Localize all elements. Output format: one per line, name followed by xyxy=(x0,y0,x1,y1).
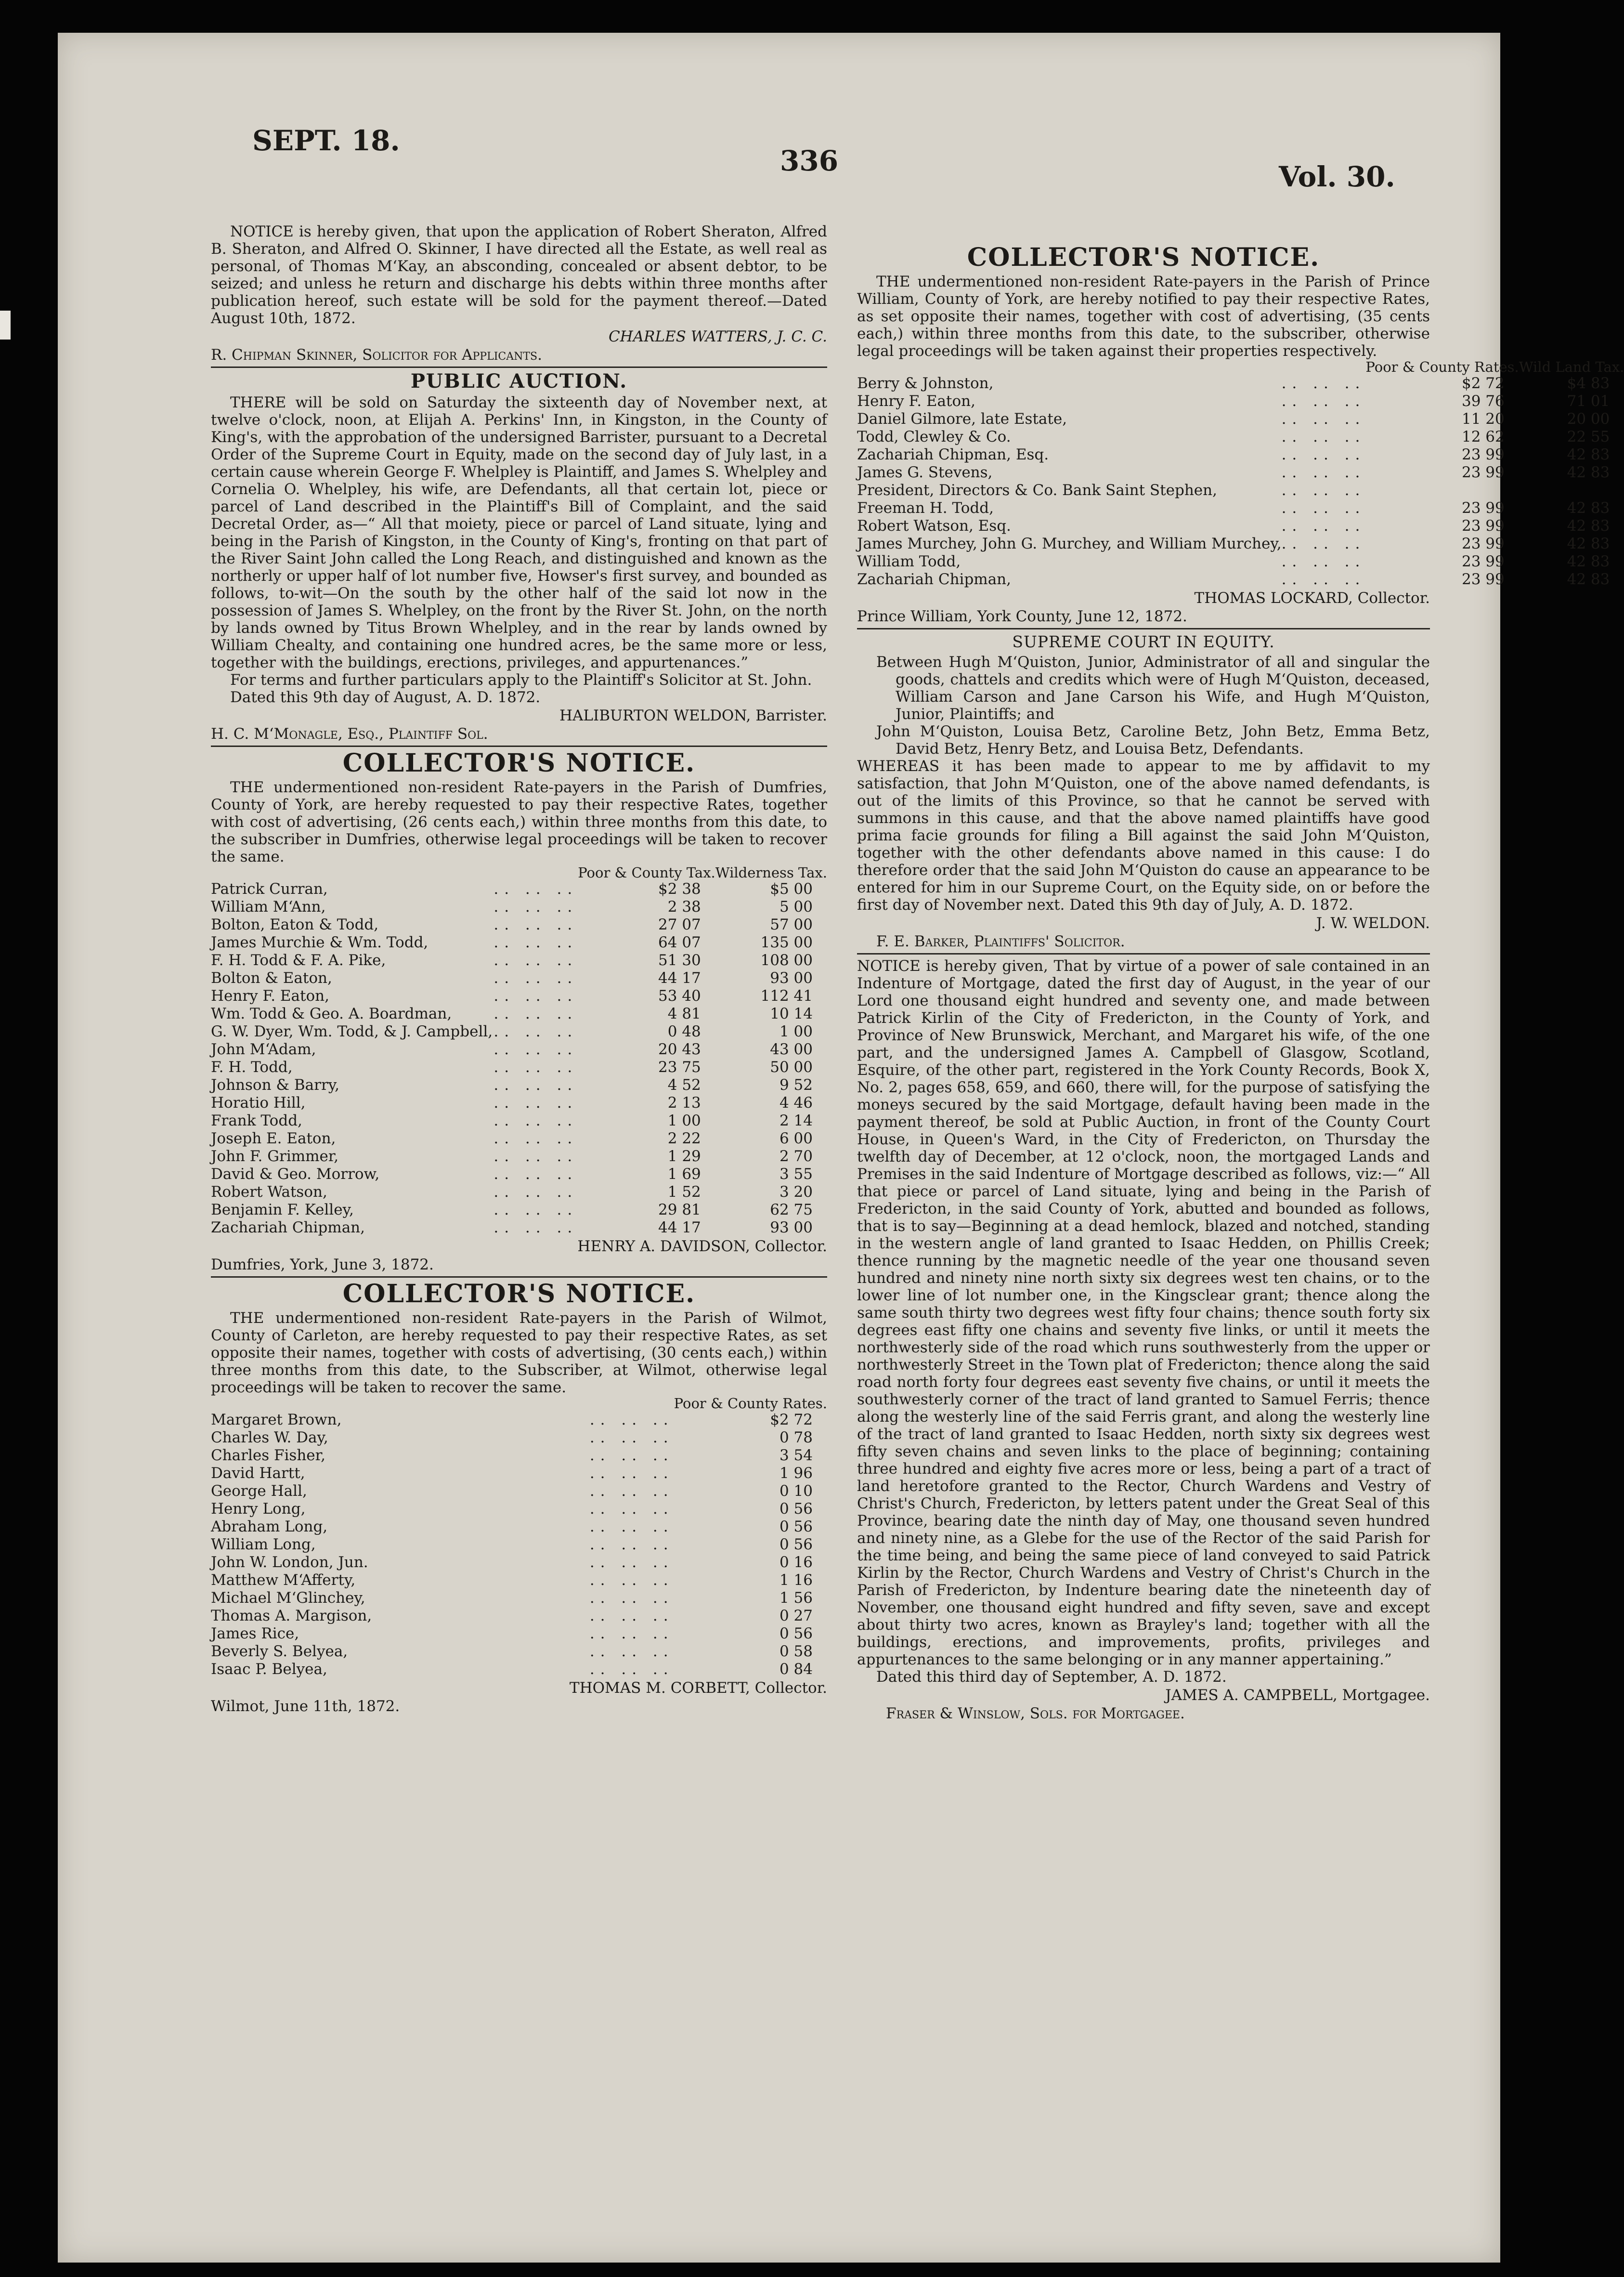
leader-dots: .. .. .. xyxy=(494,1094,578,1112)
leader-dots: .. .. .. xyxy=(589,1500,674,1518)
tax-amount: 2 70 xyxy=(779,1148,813,1165)
prince-william-rates-table xyxy=(857,360,1624,589)
table-row xyxy=(211,916,827,934)
leader-dots: .. .. .. xyxy=(494,1076,578,1094)
ratepayer-name: Zachariah Chipman, xyxy=(211,1219,365,1236)
ratepayer-name: F. H. Todd, xyxy=(211,1059,293,1076)
table-row xyxy=(211,987,827,1005)
leader-dots: .. .. .. xyxy=(589,1536,674,1553)
notice-signature: CHARLES WATTERS, J. C. C. xyxy=(608,328,827,345)
leader-dots: .. .. .. xyxy=(589,1554,674,1571)
pw-col1-header: Poor & County Rates. xyxy=(1365,359,1519,375)
ratepayer-name: Bolton, Eaton & Todd, xyxy=(211,916,379,933)
wilmot-signature: THOMAS M. CORBETT, Collector. xyxy=(569,1679,827,1697)
leader-dots: .. .. .. xyxy=(1281,553,1366,570)
ratepayer-name: Robert Watson, Esq. xyxy=(857,517,1011,535)
table-row xyxy=(211,1465,827,1482)
page-number: 336 xyxy=(780,144,839,177)
leader-dots: .. .. .. xyxy=(589,1643,674,1660)
table-row xyxy=(211,1112,827,1130)
rate-amount: 4 81 xyxy=(667,1005,701,1022)
leader-dots: .. .. .. xyxy=(589,1625,674,1642)
column-rule xyxy=(211,1276,827,1278)
ratepayer-name: G. W. Dyer, Wm. Todd, & J. Campbell, xyxy=(211,1023,493,1040)
table-row xyxy=(211,1589,827,1607)
table-row xyxy=(857,428,1624,446)
tax-amount: 42 83 xyxy=(1567,464,1610,481)
column-rule xyxy=(211,366,827,368)
ratepayer-name: Isaac P. Belyea, xyxy=(211,1661,327,1678)
ratepayer-name: John F. Grimmer, xyxy=(211,1148,339,1165)
rate-amount: 0 16 xyxy=(779,1554,813,1571)
ratepayer-name: Johnson & Barry, xyxy=(211,1076,340,1094)
tax-amount: 2 14 xyxy=(779,1112,813,1129)
ratepayer-name: Thomas A. Margison, xyxy=(211,1607,372,1624)
table-row xyxy=(211,1571,827,1589)
leader-dots: .. .. .. xyxy=(494,1112,578,1129)
equity-defendants: John M‘Quiston, Louisa Betz, Caroline Betz, John Betz, Emma Betz, David Betz, Henry Betz, and Louisa Betz, Defendants. xyxy=(876,723,1430,758)
tax-amount: 42 83 xyxy=(1567,571,1610,588)
auction-body: THERE will be sold on Saturday the sixteenth day of November next, at twelve o'clock, noon, at Elijah A. Perkins' Inn, in Kingston, in the County of King's, with the approbation of the undersigned Barrister, pursuant to a Decretal Order of the Supreme Court in Equity, made on the second day of July last, in a certain cause wherein George F. Whelpley is Plaintiff, and James S. Whelpley and Cornelia O. Whelpley, his wife, are Defendants, all that certain lot, piece or parcel of Land described in the Plaintiff's Bill of Complaint, and the said Decretal Order, as—“ All that moiety, piece or parcel of Land situate, lying and being in the Parish of Kingston, in the County of King's, fronting on that part of the River Saint John called the Long Reach, and distinguished and known as the northerly or upper half of lot number five, Howser's first survey, and bounded as follows, to-wit—On the south by the other half of the said lot now in the possession of James S. Whelpley, on the front by the River St. John, on the north by lands owned by Titus Brown Whelpley, and in the rear by lands owned by William Chealty, and containing one hundred acres, be the same more or less, together with the buildings, erections, privileges, and appurtenances.” xyxy=(211,394,827,671)
ratepayer-name: Patrick Curran, xyxy=(211,880,328,898)
table-row xyxy=(211,1411,827,1429)
rate-amount: 1 69 xyxy=(667,1165,701,1183)
ratepayer-name: Todd, Clewley & Co. xyxy=(857,428,1011,445)
ratepayer-name: Daniel Gilmore, late Estate, xyxy=(857,410,1067,428)
dumfries-rates-table xyxy=(211,865,827,1237)
rate-amount: 3 54 xyxy=(779,1447,813,1464)
tax-amount: 93 00 xyxy=(770,1219,813,1236)
table-row xyxy=(211,1554,827,1571)
rate-amount: 44 17 xyxy=(658,1219,701,1236)
dumfries-collector-notice xyxy=(211,750,827,1273)
tax-amount: 43 00 xyxy=(770,1041,813,1058)
rate-amount: 1 00 xyxy=(667,1112,701,1129)
leader-dots: .. .. .. xyxy=(494,1148,578,1165)
tax-amount: $5 00 xyxy=(770,880,813,898)
ratepayer-name: Robert Watson, xyxy=(211,1183,327,1201)
tax-amount: 20 00 xyxy=(1567,410,1610,428)
ratepayer-name: Zachariah Chipman, Esq. xyxy=(857,446,1049,463)
rate-amount: 2 38 xyxy=(667,898,701,916)
mortgage-sale-notice xyxy=(857,957,1430,1722)
rate-amount: 23 99 xyxy=(1462,553,1505,570)
rate-amount: 0 56 xyxy=(779,1625,813,1642)
pw-signature: THOMAS LOCKARD, Collector. xyxy=(1194,589,1430,607)
table-row xyxy=(211,1201,827,1219)
rate-amount: 0 56 xyxy=(779,1536,813,1553)
table-row xyxy=(211,1005,827,1023)
table-row xyxy=(211,1059,827,1076)
equity-title: SUPREME COURT IN EQUITY. xyxy=(1012,632,1275,651)
tax-amount: 62 75 xyxy=(770,1201,813,1218)
tax-amount: 10 14 xyxy=(770,1005,813,1022)
dumfries-title: COLLECTOR'S NOTICE. xyxy=(342,748,696,778)
dumfries-place: Dumfries, York, June 3, 1872. xyxy=(211,1256,434,1273)
leader-dots: .. .. .. xyxy=(589,1411,674,1428)
tax-amount: 9 52 xyxy=(779,1076,813,1094)
table-row xyxy=(857,446,1624,464)
equity-signature: J. W. WELDON. xyxy=(1316,915,1430,932)
table-row xyxy=(857,535,1624,553)
notice-solicitor: R. Chipman Skinner, Solicitor for Applicants. xyxy=(211,346,542,364)
tax-amount: 4 46 xyxy=(779,1094,813,1112)
equity-solicitor: F. E. Barker, Plaintiffs' Solicitor. xyxy=(876,933,1125,950)
absconding-debtor-notice xyxy=(211,223,827,364)
tax-amount: 50 00 xyxy=(770,1059,813,1076)
volume-number: Vol. 30. xyxy=(1279,160,1395,193)
table-row xyxy=(211,1429,827,1447)
equity-body: WHEREAS it has been made to appear to me by affidavit to my satisfaction, that John M‘Quiston, one of the above named defendants, is out of the limits of this Province, so that he cannot be served with summons in this cause, and that the above named plaintiffs have good prima facie grounds for filing a Bill against the said John M‘Quiston, together with the other defendants above named in this cause: I do therefore order that the said John M‘Quiston do cause an appearance to be entered for him in our Supreme Court, on the Equity side, on or before the first day of November next. Dated this 9th day of July, A. D. 1872. xyxy=(857,758,1430,914)
rate-amount: 1 52 xyxy=(667,1183,701,1201)
ratepayer-name: James G. Stevens, xyxy=(857,464,993,481)
leader-dots: .. .. .. xyxy=(494,1219,578,1236)
rate-amount: 1 96 xyxy=(779,1465,813,1482)
leader-dots: .. .. .. xyxy=(589,1429,674,1446)
ratepayer-name: George Hall, xyxy=(211,1482,307,1500)
table-row xyxy=(211,1094,827,1112)
tax-amount: 42 83 xyxy=(1567,517,1610,535)
rate-amount: 23 75 xyxy=(658,1059,701,1076)
rate-amount: $2 72 xyxy=(770,1411,813,1428)
rate-amount: 23 99 xyxy=(1462,499,1505,517)
prince-william-title: COLLECTOR'S NOTICE. xyxy=(967,243,1320,272)
leader-dots: .. .. .. xyxy=(1281,571,1366,588)
ratepayer-name: Zachariah Chipman, xyxy=(857,571,1012,588)
ratepayer-name: Margaret Brown, xyxy=(211,1411,342,1428)
table-row xyxy=(211,1219,827,1237)
ratepayer-name: James Murchie & Wm. Todd, xyxy=(211,934,429,951)
dumfries-body: THE undermentioned non-resident Rate-payers in the Parish of Dumfries, County of York, are hereby requested to pay their respective Rates, together with cost of advertising, (26 cents each,) within three months from this date, to the subscriber in Dumfries, otherwise legal proceedings will be taken to recover the same. xyxy=(211,779,827,865)
leader-dots: .. .. .. xyxy=(589,1518,674,1535)
auction-dated: Dated this 9th day of August, A. D. 1872. xyxy=(230,689,541,706)
wilmot-collector-notice xyxy=(211,1281,827,1715)
ratepayer-name: Freeman H. Todd, xyxy=(857,499,994,517)
ratepayer-name: F. H. Todd & F. A. Pike, xyxy=(211,952,386,969)
ratepayer-name: Matthew M‘Afferty, xyxy=(211,1571,356,1589)
table-row xyxy=(211,1183,827,1201)
ratepayer-name: James Rice, xyxy=(211,1625,299,1642)
rate-amount: 12 62 xyxy=(1462,428,1505,445)
public-auction-notice xyxy=(211,371,827,743)
tax-amount xyxy=(1519,482,1624,499)
table-row xyxy=(211,1625,827,1643)
rate-amount: 44 17 xyxy=(658,969,701,987)
rate-amount: 11 20 xyxy=(1462,410,1505,428)
tax-amount: 1 00 xyxy=(779,1023,813,1040)
ratepayer-name: Wm. Todd & Geo. A. Boardman, xyxy=(211,1005,452,1022)
table-row xyxy=(211,1500,827,1518)
table-row xyxy=(211,1165,827,1183)
mortgage-dated: Dated this third day of September, A. D. 1872. xyxy=(876,1668,1227,1686)
dumfries-col1-header: Poor & County Tax. xyxy=(578,864,715,881)
table-row xyxy=(211,1607,827,1625)
rate-amount: 0 58 xyxy=(779,1643,813,1660)
rate-amount: 23 99 xyxy=(1462,464,1505,481)
leader-dots: .. .. .. xyxy=(494,880,578,898)
pw-place: Prince William, York County, June 12, 1872. xyxy=(857,608,1187,625)
leader-dots: .. .. .. xyxy=(494,934,578,951)
ratepayer-name: David & Geo. Morrow, xyxy=(211,1165,380,1183)
auction-solicitor: H. C. M‘Monagle, Esq., Plaintiff Sol. xyxy=(211,725,488,743)
rate-amount: 20 43 xyxy=(658,1041,701,1058)
leader-dots: .. .. .. xyxy=(494,952,578,969)
tax-amount: 42 83 xyxy=(1567,499,1610,517)
ratepayer-name: Joseph E. Eaton, xyxy=(211,1130,336,1147)
left-column xyxy=(211,223,827,1717)
tax-amount: 5 00 xyxy=(779,898,813,916)
table-row xyxy=(211,1023,827,1041)
rate-amount xyxy=(1365,482,1519,499)
leader-dots: .. .. .. xyxy=(1281,410,1366,428)
column-rule xyxy=(857,953,1430,955)
ratepayer-name: Horatio Hill, xyxy=(211,1094,306,1112)
issue-date: SEPT. 18. xyxy=(252,124,400,157)
leader-dots: .. .. .. xyxy=(494,898,578,916)
table-row xyxy=(211,1130,827,1148)
rate-amount: 1 16 xyxy=(779,1571,813,1589)
leader-dots: .. .. .. xyxy=(1281,464,1366,481)
rate-amount: 23 99 xyxy=(1462,535,1505,552)
tax-amount: 42 83 xyxy=(1567,535,1610,552)
leader-dots: .. .. .. xyxy=(1281,517,1366,535)
rate-amount: 39 76 xyxy=(1462,393,1505,410)
ratepayer-name: William M‘Ann, xyxy=(211,898,326,916)
supreme-court-equity-notice xyxy=(857,632,1430,950)
tax-amount: 108 00 xyxy=(760,952,813,969)
column-rule xyxy=(857,628,1430,629)
wilmot-rates-table xyxy=(211,1396,827,1678)
tax-amount: 42 83 xyxy=(1567,553,1610,570)
rate-amount: 0 27 xyxy=(779,1607,813,1624)
auction-signature: HALIBURTON WELDON, Barrister. xyxy=(559,707,827,724)
wilmot-col1-header: Poor & County Rates. xyxy=(674,1395,827,1412)
wilmot-title: COLLECTOR'S NOTICE. xyxy=(342,1279,696,1309)
tax-amount: 6 00 xyxy=(779,1130,813,1147)
table-row xyxy=(857,410,1624,428)
rate-amount: 0 84 xyxy=(779,1661,813,1678)
leader-dots: .. .. .. xyxy=(494,1041,578,1058)
leader-dots: .. .. .. xyxy=(1281,482,1366,499)
ratepayer-name: Berry & Johnston, xyxy=(857,375,994,392)
table-row xyxy=(857,464,1624,482)
dumfries-signature: HENRY A. DAVIDSON, Collector. xyxy=(577,1238,827,1255)
ratepayer-name: Henry Long, xyxy=(211,1500,306,1518)
table-row xyxy=(211,1447,827,1465)
ratepayer-name: David Hartt, xyxy=(211,1465,305,1482)
leader-dots: .. .. .. xyxy=(1281,375,1366,392)
pw-col2-header: Wild Land Tax. xyxy=(1519,359,1624,375)
tax-amount: 93 00 xyxy=(770,969,813,987)
ratepayer-name: Bolton & Eaton, xyxy=(211,969,332,987)
rate-amount: 27 07 xyxy=(658,916,701,933)
tax-amount: 135 00 xyxy=(760,934,813,951)
rate-amount: 51 30 xyxy=(658,952,701,969)
table-row xyxy=(211,1643,827,1661)
leader-dots: .. .. .. xyxy=(494,987,578,1005)
rate-amount: 0 48 xyxy=(667,1023,701,1040)
tax-amount: 57 00 xyxy=(770,916,813,933)
leader-dots: .. .. .. xyxy=(1281,499,1366,517)
prince-william-collector-notice xyxy=(857,243,1624,625)
rate-amount: 2 22 xyxy=(667,1130,701,1147)
table-row xyxy=(857,517,1624,535)
auction-title: PUBLIC AUCTION. xyxy=(410,370,628,393)
ratepayer-name: Henry F. Eaton, xyxy=(211,987,329,1005)
leader-dots: .. .. .. xyxy=(494,916,578,933)
ratepayer-name: William Todd, xyxy=(857,553,961,570)
mortgage-solicitor: Fraser & Winslow, Sols. for Mortgagee. xyxy=(886,1705,1185,1722)
ratepayer-name: John M‘Adam, xyxy=(211,1041,316,1058)
rate-amount: 0 78 xyxy=(779,1429,813,1446)
table-row xyxy=(211,1041,827,1059)
leader-dots: .. .. .. xyxy=(494,1059,578,1076)
rate-amount: 0 56 xyxy=(779,1500,813,1518)
leader-dots: .. .. .. xyxy=(494,1005,578,1022)
table-row xyxy=(857,553,1624,571)
ratepayer-name: President, Directors & Co. Bank Saint Stephen, xyxy=(857,482,1217,499)
rate-amount: 2 13 xyxy=(667,1094,701,1112)
leader-dots: .. .. .. xyxy=(494,1183,578,1201)
rate-amount: 0 56 xyxy=(779,1518,813,1535)
table-row xyxy=(211,880,827,898)
tax-amount: 22 55 xyxy=(1567,428,1610,445)
table-row xyxy=(211,1148,827,1165)
table-row xyxy=(857,482,1624,499)
leader-dots: .. .. .. xyxy=(1281,446,1366,463)
leader-dots: .. .. .. xyxy=(494,1165,578,1183)
table-row xyxy=(211,1076,827,1094)
ratepayer-name: Beverly S. Belyea, xyxy=(211,1643,348,1660)
table-row xyxy=(211,1518,827,1536)
ratepayer-name: John W. London, Jun. xyxy=(211,1554,368,1571)
scan-edge-strip xyxy=(0,311,11,340)
tax-amount: 42 83 xyxy=(1567,446,1610,463)
prince-william-body: THE undermentioned non-resident Rate-payers in the Parish of Prince William, County of York, are hereby notified to pay their respective Rates, as set opposite their names, together with cost of advertising, (35 cents each,) within three months from this date, to the subscriber, otherwise legal proceedings will be taken against their properties respectively. xyxy=(857,273,1430,360)
leader-dots: .. .. .. xyxy=(589,1447,674,1464)
ratepayer-name: James Murchey, John G. Murchey, and William Murchey, xyxy=(857,535,1282,552)
rate-amount: 23 99 xyxy=(1462,446,1505,463)
ratepayer-name: Benjamin F. Kelley, xyxy=(211,1201,354,1218)
mortgage-signature: JAMES A. CAMPBELL, Mortgagee. xyxy=(1165,1687,1430,1704)
ratepayer-name: Charles Fisher, xyxy=(211,1447,325,1464)
table-row xyxy=(211,952,827,969)
ratepayer-name: William Long, xyxy=(211,1536,316,1553)
leader-dots: .. .. .. xyxy=(589,1482,674,1500)
leader-dots: .. .. .. xyxy=(589,1465,674,1482)
leader-dots: .. .. .. xyxy=(494,1201,578,1218)
table-row xyxy=(211,1482,827,1500)
rate-amount: $2 38 xyxy=(658,880,701,898)
wilmot-body: THE undermentioned non-resident Rate-payers in the Parish of Wilmot, County of Carleton, are hereby requested to pay their respective Rates, as set opposite their names, together with costs of advertising, (30 cents each,) within three months from this date, to the Subscriber, at Wilmot, otherwise legal proceedings will be taken to recover the same. xyxy=(211,1309,827,1396)
mortgage-body: NOTICE is hereby given, That by virtue of a power of sale contained in an Indenture of Mortgage, dated the first day of August, in the year of our Lord one thousand eight hundred and seventy one, and made between Patrick Kirlin of the City of Fredericton, in the County of York, and Province of New Brunswick, Merchant, and Margaret his wife, of the one part, and the undersigned James A. Campbell of Glasgow, Scotland, Esquire, of the other part, registered in the York County Records, Book X, No. 2, pages 658, 659, and 660, there will, for the purpose of satisfying the moneys secured by the said Mortgage, default having been made in the payment thereof, be sold at Public Auction, in front of the County Court House, in Queen's Ward, in the City of Fredericton, on Thursday the twelfth day of December, at 12 o'clock, noon, the mortgaged Lands and Premises in the said Indenture of Mortgage described as follows, viz:—“ All that piece or parcel of Land situate, lying and being in the Parish of Fredericton, in the said County of York, abutted and bounded as follows, that is to say—Beginning at a dead hemlock, blazed and notched, standing in the western angle of land granted to Isaac Hedden, on Phillis Creek; thence running by the magnetic needle of the year one thousand seven hundred and ninety nine north sixty six degrees west ten chains, or to the lower line of lot number one, in the Kingsclear grant; thence along the same south thirty two degrees west fifty four chains; thence south forty six degrees east fifty one chains and seventy five links, or until it meets the northwesterly side of the road which runs southwesterly from the upper or northwesterly Street in the Town plat of Fredericton; thence along the said road north forty four degrees east seventy five chains, or until it meets the southwesterly corner of the tract of land granted to Samuel Ferris; thence along the westerly line of the said Ferris grant, and along the westerly line of the tract of land granted to Isaac Hedden, north sixty six degrees west fifty seven chains and seven links to the place of beginning; containing three hundred and eighty five acres more or less, being a part of a tract of land heretofore granted to the Rector, Church Wardens and Vestry of Christ's Church, Fredericton, by letters patent under the Great Seal of this Province, bearing date the ninth day of May, one thousand seven hundred and ninety nine, as a Glebe for the use of the Rector of the said Parish for the time being, and being the same piece of land conveyed to said Patrick Kirlin by the Rector, Church Wardens and Vestry of Christ's Church in the Parish of Fredericton, by Indenture bearing date the nineteenth day of November, one thousand eight hundred and fifty seven, save and except about thirty two acres, known as Brayley's land; together with all the buildings, erections, and improvements, profits, privileges and appurtenances to the same belonging or in any manner appertaining.” xyxy=(857,957,1430,1668)
rate-amount: 4 52 xyxy=(667,1076,701,1094)
table-row xyxy=(857,393,1624,410)
rate-amount: 64 07 xyxy=(658,934,701,951)
table-row xyxy=(857,571,1624,589)
table-row xyxy=(857,499,1624,517)
leader-dots: .. .. .. xyxy=(1281,535,1366,552)
table-row xyxy=(211,1661,827,1678)
table-row xyxy=(857,375,1624,393)
auction-terms: For terms and further particulars apply to the Plaintiff's Solicitor at St. John. xyxy=(230,671,812,689)
equity-plaintiffs: Between Hugh M‘Quiston, Junior, Administrator of all and singular the goods, chattels and credits which were of Hugh M‘Quiston, deceased, William Carson and Jane Carson his Wife, and Hugh M‘Quiston, Junior, Plaintiffs; and xyxy=(876,654,1430,723)
gazette-page xyxy=(58,33,1624,2263)
table-row xyxy=(211,898,827,916)
notice-body: NOTICE is hereby given, that upon the application of Robert Sheraton, Alfred B. Sheraton, and Alfred O. Skinner, I have directed all the Estate, as well real as personal, of Thomas M‘Kay, an absconding, concealed or absent debtor, to be seized; and unless he return and discharge his debts within three months after publication hereof, such estate will be sold for the payment thereof.—Dated August 10th, 1872. xyxy=(211,223,827,327)
column-rule xyxy=(211,746,827,747)
tax-amount: 112 41 xyxy=(760,987,813,1005)
leader-dots: .. .. .. xyxy=(589,1661,674,1678)
dumfries-col2-header: Wilderness Tax. xyxy=(715,864,827,881)
rate-amount: 23 99 xyxy=(1462,571,1505,588)
leader-dots: .. .. .. xyxy=(494,1130,578,1147)
table-row xyxy=(211,1536,827,1554)
leader-dots: .. .. .. xyxy=(589,1589,674,1607)
tax-amount: 3 20 xyxy=(779,1183,813,1201)
leader-dots: .. .. .. xyxy=(1281,393,1366,410)
ratepayer-name: Frank Todd, xyxy=(211,1112,302,1129)
rate-amount: 53 40 xyxy=(658,987,701,1005)
rate-amount: 29 81 xyxy=(658,1201,701,1218)
ratepayer-name: Henry F. Eaton, xyxy=(857,393,975,410)
wilmot-place: Wilmot, June 11th, 1872. xyxy=(211,1698,400,1715)
table-row xyxy=(211,934,827,952)
table-row xyxy=(211,969,827,987)
rate-amount: 1 29 xyxy=(667,1148,701,1165)
ratepayer-name: Abraham Long, xyxy=(211,1518,328,1535)
rate-amount: 0 10 xyxy=(779,1482,813,1500)
right-column xyxy=(857,242,1624,1724)
tax-amount: 71 01 xyxy=(1567,393,1610,410)
leader-dots: .. .. .. xyxy=(494,969,578,987)
rate-amount: $2 72 xyxy=(1462,375,1505,392)
rate-amount: 1 56 xyxy=(779,1589,813,1607)
leader-dots: .. .. .. xyxy=(589,1607,674,1624)
rate-amount: 23 99 xyxy=(1462,517,1505,535)
leader-dots: .. .. .. xyxy=(1281,428,1366,445)
ratepayer-name: Michael M‘Glinchey, xyxy=(211,1589,365,1607)
tax-amount: $4 83 xyxy=(1567,375,1610,392)
leader-dots: .. .. .. xyxy=(589,1571,674,1589)
leader-dots: .. .. .. xyxy=(494,1023,578,1040)
ratepayer-name: Charles W. Day, xyxy=(211,1429,328,1446)
tax-amount: 3 55 xyxy=(779,1165,813,1183)
